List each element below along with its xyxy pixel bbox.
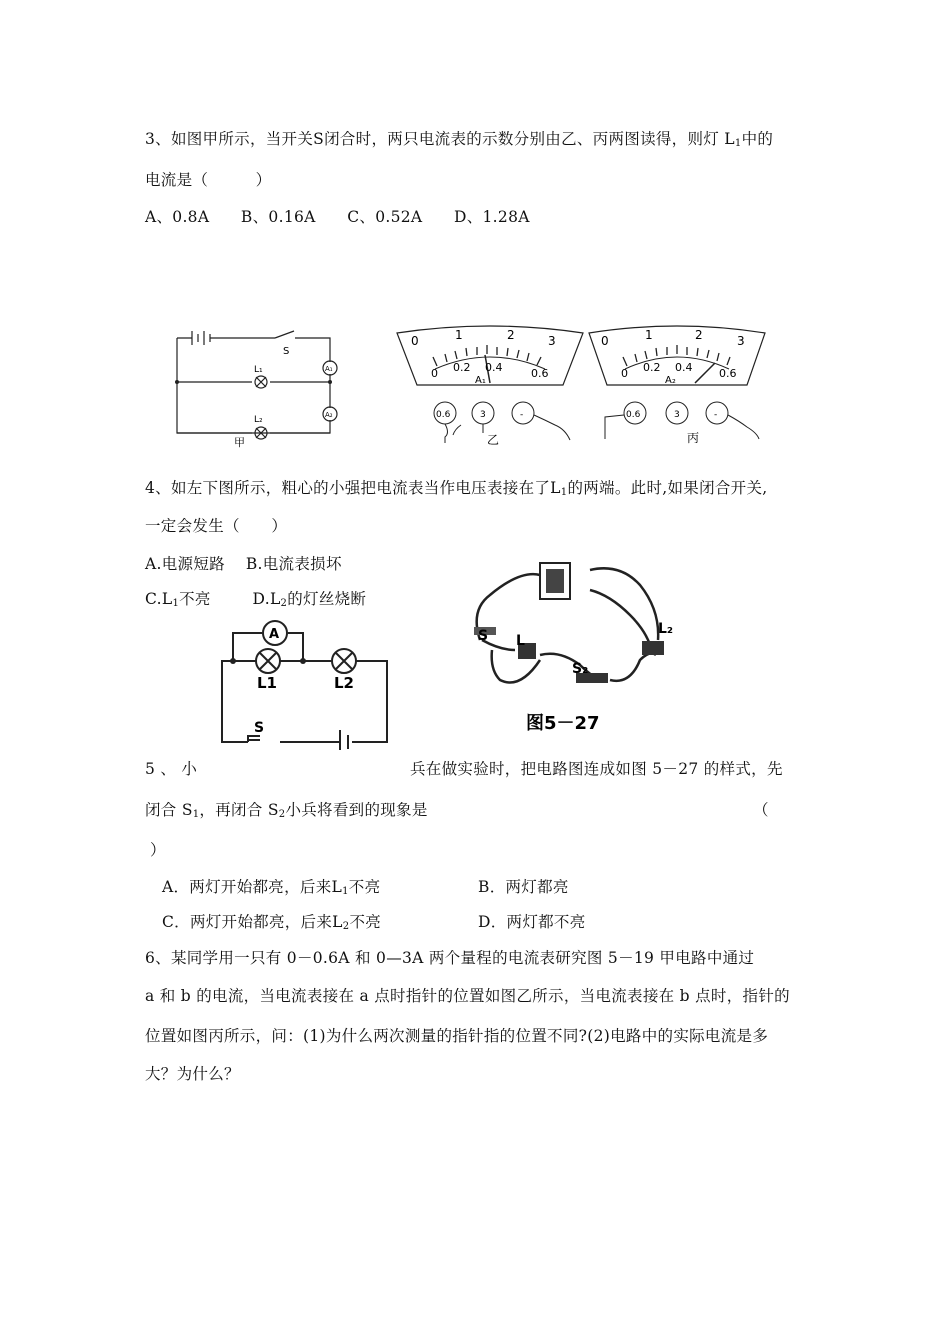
figure-caption-yi: 乙 [487,433,500,447]
yi-top-scale-1: 1 [455,328,463,342]
q5-paren-close: ） [150,841,166,859]
photo-label-s2: S₂ [572,661,589,677]
yi-meter-name: A₁ [475,375,486,386]
yi-terminal-3: 3 [480,410,486,420]
meter-label-a2: A₂ [325,411,333,419]
q4-circuit-diagram [210,615,395,750]
lamp-label-l2: L2 [334,674,354,692]
q5-option-c: C．两灯开始都亮，后来$L_2$不亮 [162,913,382,932]
bing-top-scale-0: 0 [601,334,609,348]
ammeter-label-a: A [269,627,280,642]
photo-label-l: L [516,633,525,649]
yi-top-scale-3: 3 [548,334,556,348]
switch-label-s: S [254,720,265,736]
photo-label-l2: L₂ [658,621,674,637]
q5-stem-line2: 闭合 $S_1$，再闭合 $S_2$小兵将看到的现象是 [145,801,428,820]
q6-line3: 位置如图丙所示，问：(1)为什么两次测量的指针指的位置不同?(2)电路中的实际电流是多 [145,1027,769,1045]
bing-terminal-3: 3 [674,410,680,420]
yi-top-scale-0: 0 [411,334,419,348]
bing-terminal-06: 0.6 [626,410,641,420]
q5-stem-line1b: 兵在做实验时，把电路图连成如图 5－27 的样式，先 [410,760,783,778]
q3-stem-line1: 3、如图甲所示，当开关S闭合时，两只电流表的示数分别由乙、丙两图读得，则灯 $L_1$中的 [145,130,774,149]
q5-option-d: D．两灯都不亮 [478,913,586,931]
q3-circuit-diagram-jia [170,320,350,450]
lamp-label-l2: L₂ [254,415,263,425]
figure-5-27-wiring-photo [460,555,685,735]
q4-options-ab: A.电源短路 B.电流表损坏 [145,555,342,573]
figure-caption-jia: 甲 [234,436,245,449]
yi-bottom-scale-0: 0 [431,367,438,380]
bing-terminal-minus: - [714,410,718,420]
yi-bottom-scale-04: 0.4 [485,361,503,374]
bing-top-scale-2: 2 [695,328,703,342]
q5-option-a: A．两灯开始都亮，后来$L_1$不亮 [162,878,381,897]
bing-bottom-scale-0: 0 [621,367,628,380]
q3-ammeter-yi [395,325,585,450]
q6-line2: a 和 b 的电流，当电流表接在 a 点时指针的位置如图乙所示，当电流表接在 b 点时，指针的 [145,987,790,1005]
bing-top-scale-3: 3 [737,334,745,348]
bing-top-scale-1: 1 [645,328,653,342]
bing-bottom-scale-06: 0.6 [719,367,737,380]
q4-stem-line2: 一定会发生（ ） [145,517,288,535]
q3-options: A、0.8A B、0.16A C、0.52A D、1.28A [145,208,530,226]
lamp-label-l1: L1 [257,674,277,692]
q5-option-b: B．两灯都亮 [478,878,569,896]
q3-ammeter-bing [587,325,767,450]
lamp-label-l1: L₁ [254,365,263,375]
q5-stem-line1a: 5 、 小 [145,760,198,778]
yi-top-scale-2: 2 [507,328,515,342]
bing-bottom-scale-02: 0.2 [643,361,661,374]
yi-terminal-06: 0.6 [436,410,451,420]
photo-label-s: S [478,628,489,644]
yi-bottom-scale-06: 0.6 [531,367,549,380]
q6-line1: 6、某同学用一只有 0－0.6A 和 0—3A 两个量程的电流表研究图 5－19 甲电路中通过 [145,949,755,967]
yi-bottom-scale-02: 0.2 [453,361,471,374]
q6-line4: 大？为什么？ [145,1065,240,1083]
yi-terminal-minus: - [520,410,524,420]
q3-stem-line2: 电流是（ ） [145,171,272,189]
figure-caption-bing: 丙 [687,431,700,445]
bing-bottom-scale-04: 0.4 [675,361,693,374]
meter-label-a1: A₁ [325,365,333,373]
q5-paren-open: （ [753,801,769,819]
switch-label-s: S [283,346,290,357]
bing-meter-name: A₂ [665,375,676,386]
figure-caption-5-27: 图5－27 [526,713,600,734]
q4-options-cd: $C.L_1$不亮 $D.L_2$的灯丝烧断 [145,590,367,609]
q4-stem-line1: 4、如左下图所示，粗心的小强把电流表当作电压表接在了$L_1$的两端。此时,如果闭合开关, [145,479,768,498]
